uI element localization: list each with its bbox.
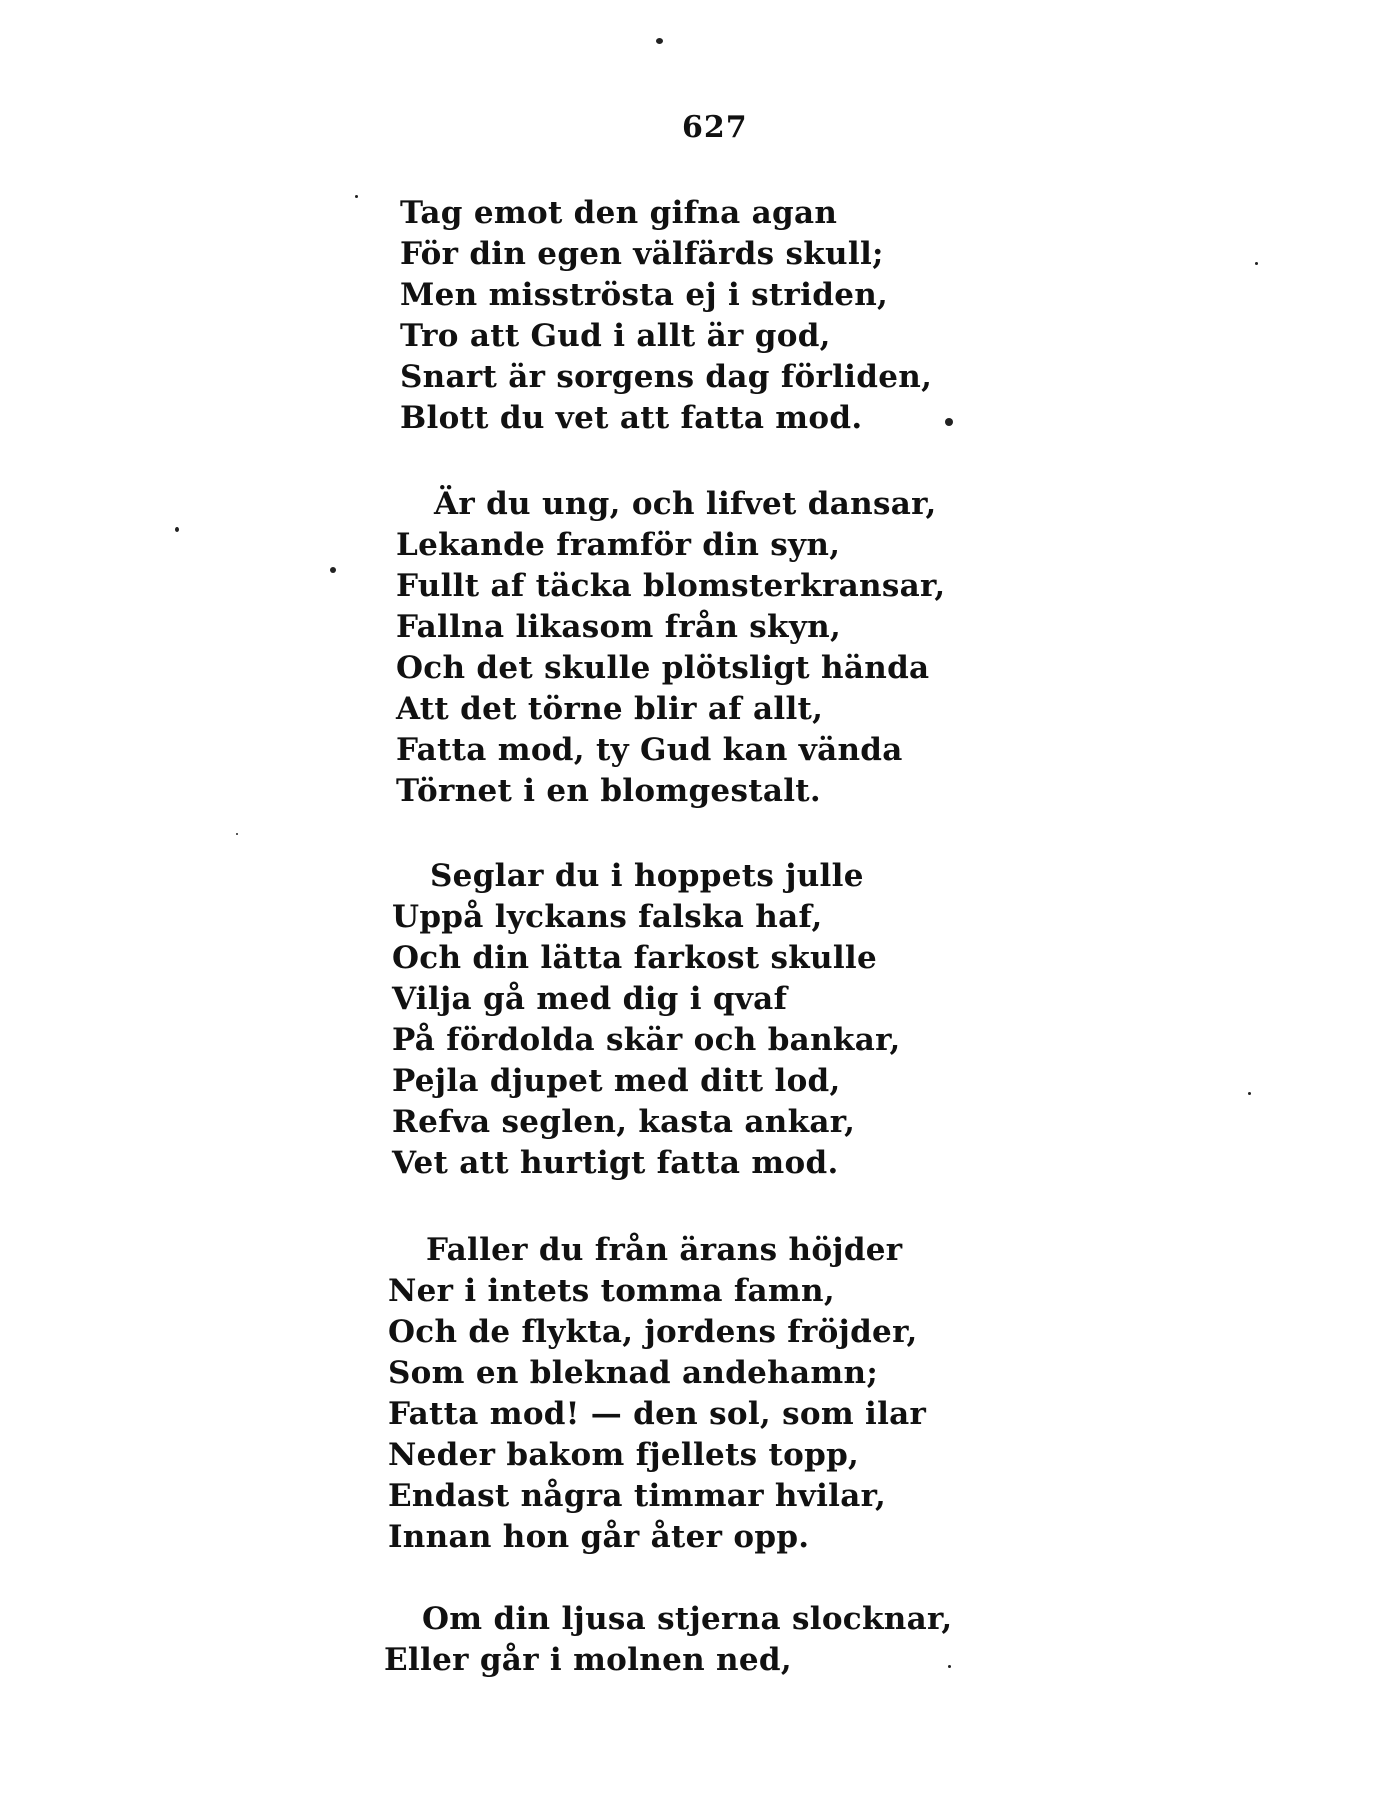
verse-line: Faller du från ärans höjder: [426, 1232, 903, 1268]
verse-line: Törnet i en blomgestalt.: [396, 773, 822, 809]
verse-line: Är du ung, och lifvet dansar,: [434, 486, 937, 522]
verse-line: Pejla djupet med ditt lod,: [392, 1063, 841, 1099]
stanza-4: [388, 1230, 926, 1558]
verse-line: Och de flykta, jordens fröjder,: [388, 1314, 918, 1350]
stanza-1: [400, 193, 932, 439]
verse-line: På fördolda skär och bankar,: [392, 1022, 901, 1058]
verse-line: Fatta mod! — den sol, som ilar: [388, 1396, 927, 1432]
verse-line: Men misströsta ej i striden,: [400, 277, 889, 313]
verse-line: Eller går i molnen ned,: [384, 1642, 792, 1678]
verse-line: Om din ljusa stjerna slocknar,: [422, 1601, 953, 1637]
scan-speck: [945, 418, 953, 426]
scan-speck: [948, 1665, 951, 1668]
scan-speck: [656, 38, 663, 44]
verse-line: Innan hon går åter opp.: [388, 1519, 810, 1555]
verse-line: Och det skulle plötsligt hända: [396, 650, 930, 686]
scan-speck: [175, 527, 179, 532]
verse-line: Tro att Gud i allt är god,: [400, 318, 831, 354]
verse-line: Och din lätta farkost skulle: [392, 940, 877, 976]
verse-line: Att det törne blir af allt,: [396, 691, 824, 727]
stanza-5: [384, 1599, 952, 1681]
verse-line: Ner i intets tomma famn,: [388, 1273, 835, 1309]
verse-line: Tag emot den gifna agan: [400, 195, 838, 231]
scan-speck: [1248, 1092, 1251, 1095]
verse-line: Snart är sorgens dag förliden,: [400, 359, 933, 395]
verse-line: Vilja gå med dig i qvaf: [392, 981, 788, 1017]
scan-speck: [236, 833, 238, 835]
scan-speck: [330, 567, 336, 573]
verse-line: Seglar du i hoppets julle: [430, 858, 864, 894]
verse-line: Blott du vet att fatta mod.: [400, 400, 863, 436]
verse-line: Fallna likasom från skyn,: [396, 609, 842, 645]
page-number: 627: [682, 110, 748, 145]
scan-speck: [1255, 262, 1258, 265]
stanza-2: [396, 484, 945, 812]
verse-line: Fatta mod, ty Gud kan vända: [396, 732, 903, 768]
verse-line: För din egen välfärds skull;: [400, 236, 884, 272]
verse-line: Refva seglen, kasta ankar,: [392, 1104, 856, 1140]
verse-line: Neder bakom fjellets topp,: [388, 1437, 860, 1473]
verse-line: Lekande framför din syn,: [396, 527, 841, 563]
verse-line: Vet att hurtigt fatta mod.: [392, 1145, 839, 1181]
verse-line: Uppå lyckans falska haf,: [392, 899, 823, 935]
verse-line: Endast några timmar hvilar,: [388, 1478, 887, 1514]
scan-speck: [355, 195, 358, 198]
verse-line: Fullt af täcka blomsterkransar,: [396, 568, 946, 604]
stanza-3: [392, 856, 901, 1184]
verse-line: Som en bleknad andehamn;: [388, 1355, 879, 1391]
